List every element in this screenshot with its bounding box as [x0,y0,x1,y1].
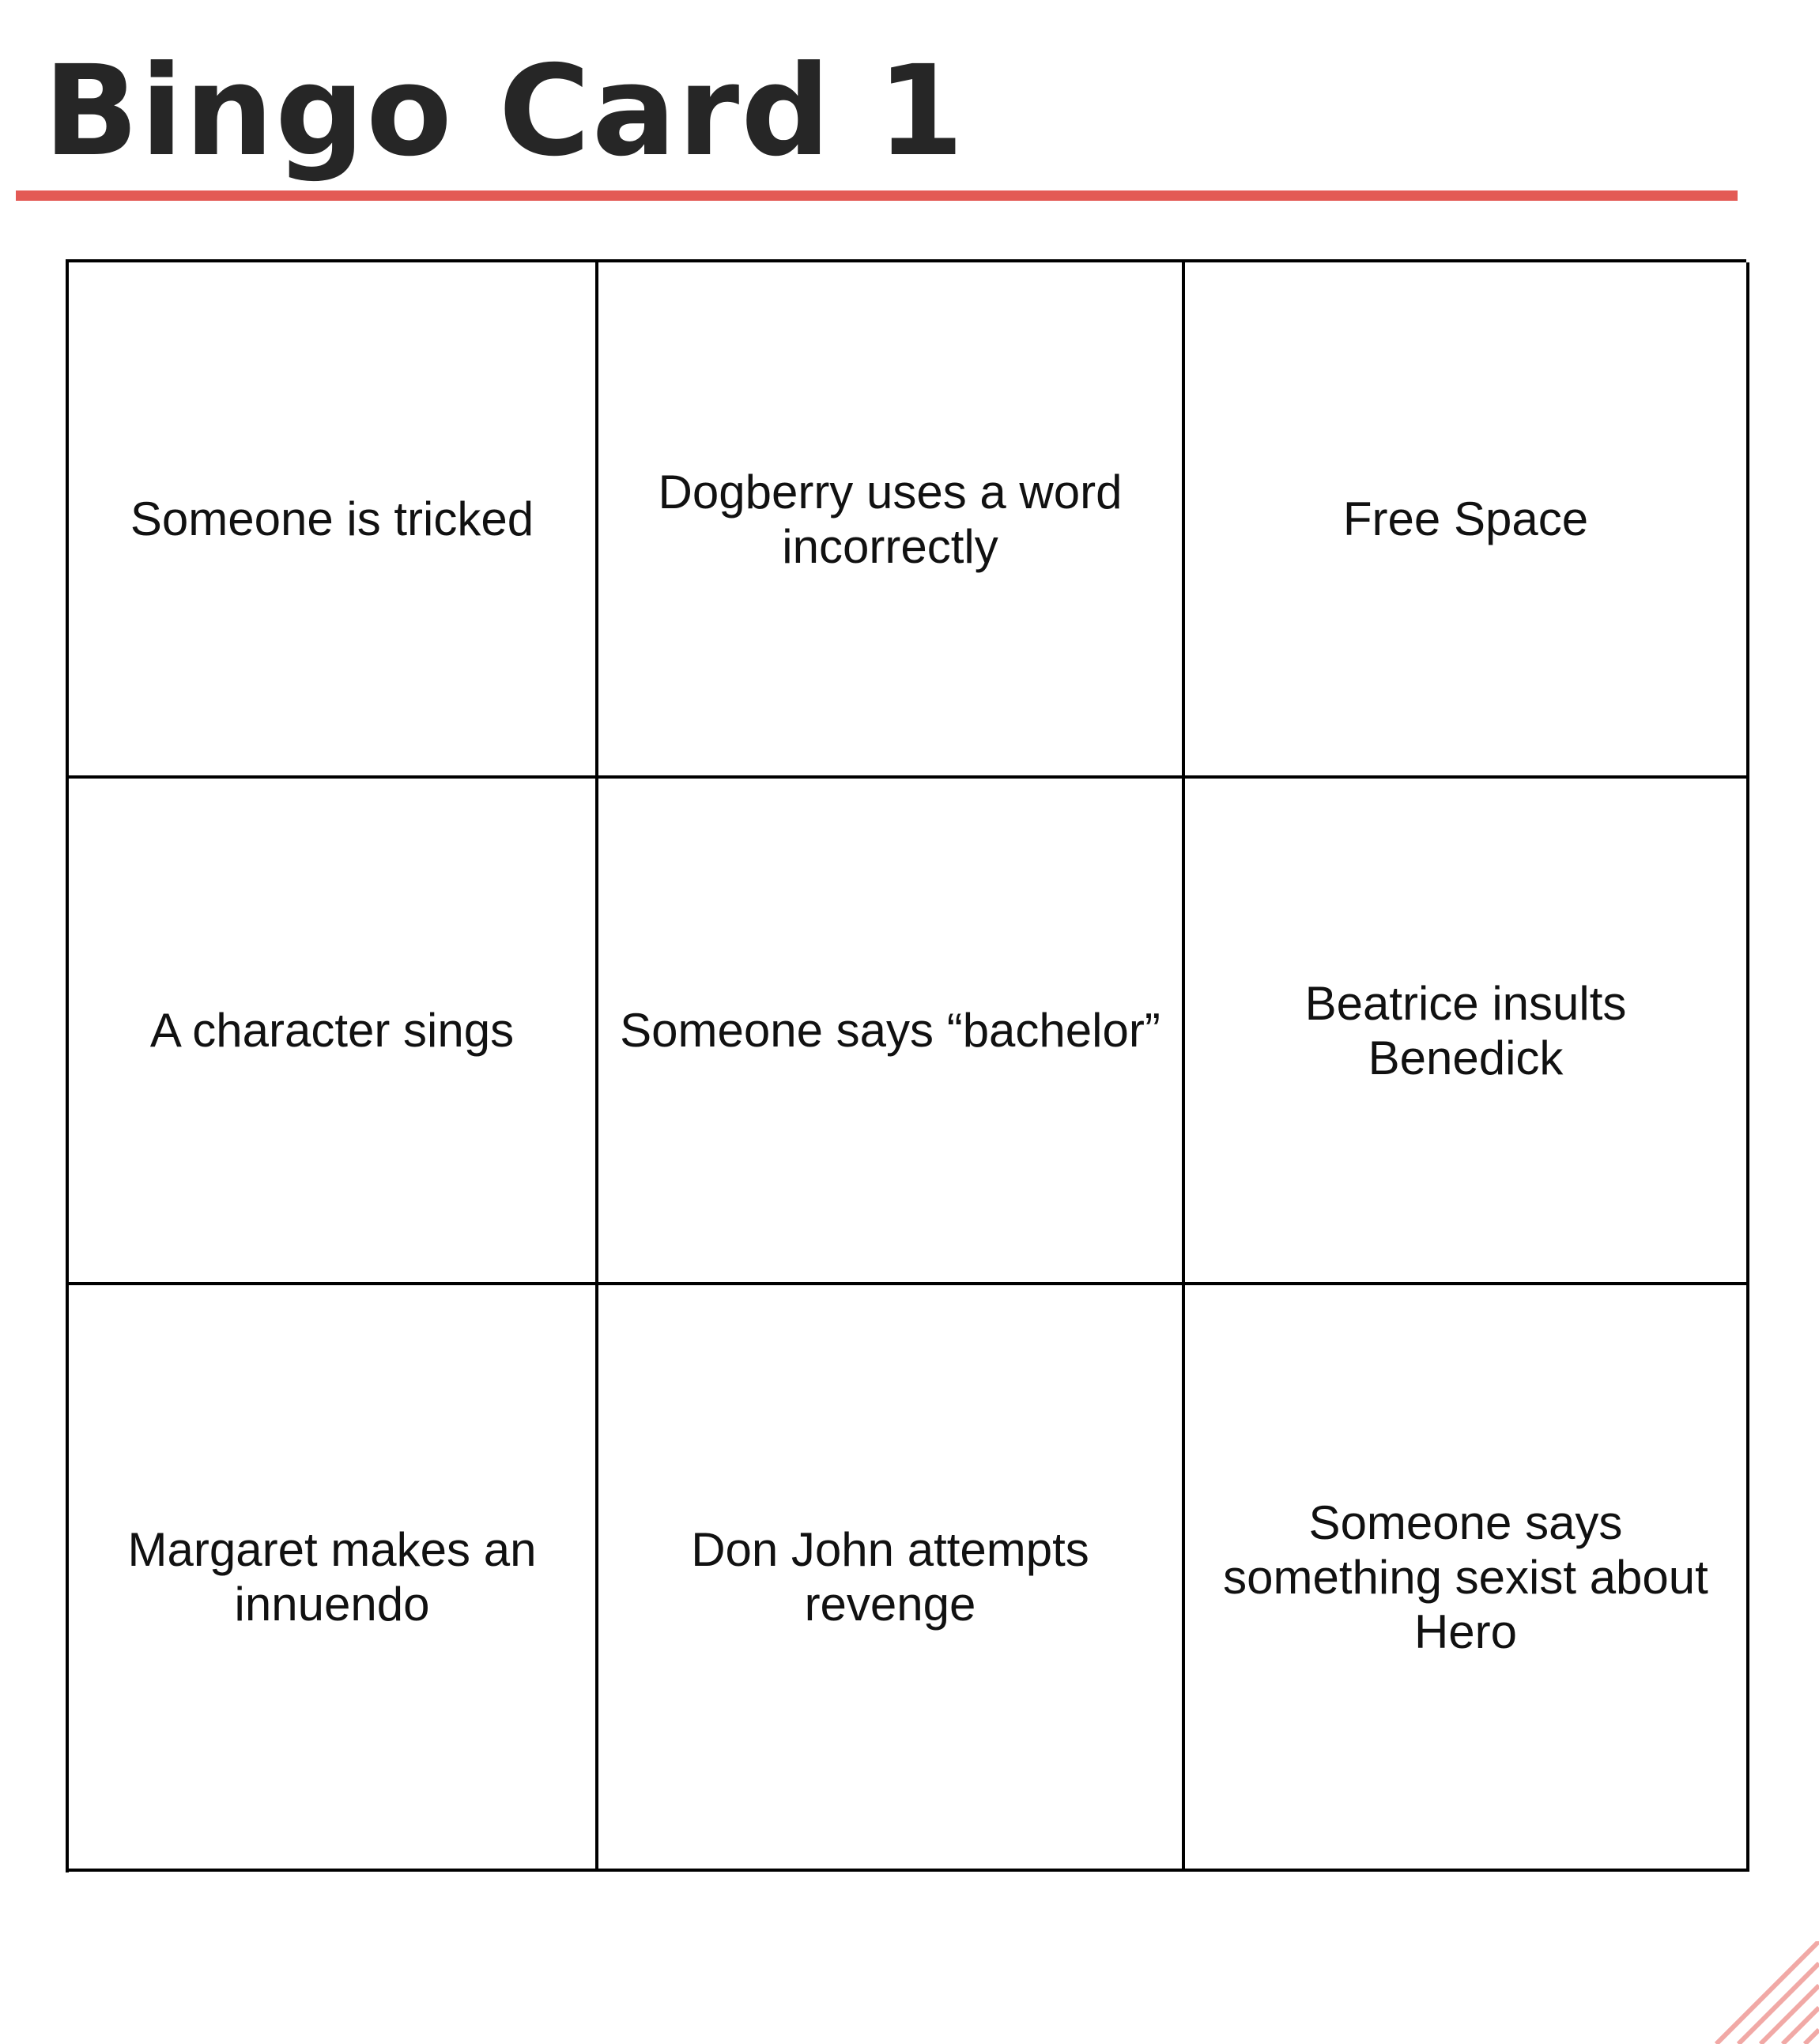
bingo-cell[interactable] [69,262,598,779]
bingo-cell[interactable] [598,1285,1185,1872]
page-title: Bingo Card 1 [43,39,966,184]
corner-stripes-decoration [1685,1941,1819,2044]
bingo-cell-text: Someone is tricked [130,492,534,545]
bingo-cell[interactable] [69,779,598,1285]
title-underline [16,190,1738,201]
bingo-cell[interactable] [1185,262,1749,779]
bingo-cell-text: Margaret makes an innuendo [127,1523,537,1631]
bingo-cell[interactable] [69,1285,598,1872]
bingo-grid [66,259,1746,1872]
bingo-cell-text: Beatrice insults Benedick [1304,976,1627,1084]
bingo-cell[interactable] [598,779,1185,1285]
bingo-cell-text: Someone says something sexist about Hero [1223,1495,1708,1658]
bingo-cell[interactable] [1185,1285,1749,1872]
bingo-cell-text: A character sings [149,1004,515,1057]
bingo-cell-text: Someone says “bachelor” [620,1004,1160,1057]
bingo-cell[interactable] [598,262,1185,779]
bingo-cell-text: Free Space [1342,492,1589,545]
bingo-cell-text: Dogberry uses a word incorrectly [658,465,1123,573]
bingo-cell[interactable] [1185,779,1749,1285]
bingo-cell-text: Don John attempts revenge [691,1523,1089,1631]
